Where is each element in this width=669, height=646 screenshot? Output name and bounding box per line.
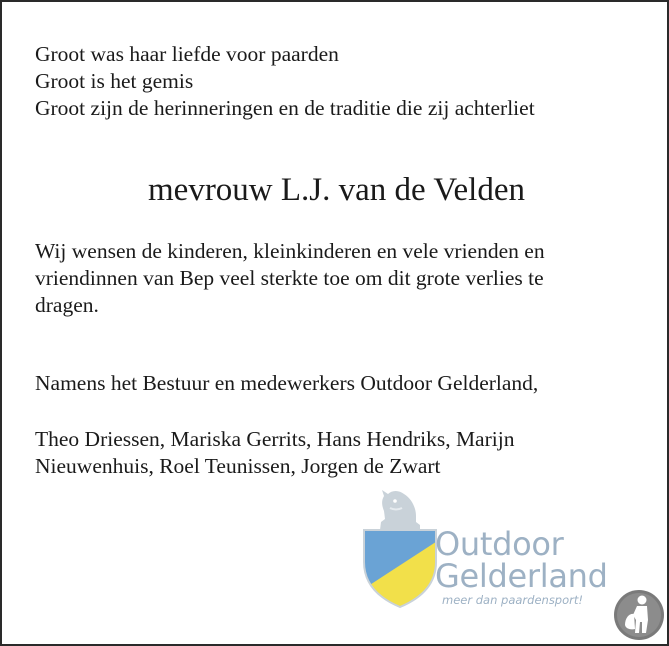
condolence-line-2: vriendinnen van Bep veel sterkte toe om dit grote verlies te [35,266,544,290]
condolence-line-1: Wij wensen de kinderen, kleinkinderen en vele vrienden en [35,239,545,263]
poem-line-3: Groot zijn de herinneringen en de traditie die zij achterliet [35,96,535,120]
chess-knight-icon [380,490,420,530]
logo-tagline: meer dan paardensport! [442,593,583,607]
logo-gelderland: Gelderland [435,557,608,595]
on-behalf-text: Namens het Bestuur en medewerkers Outdoor Gelderland, [35,371,539,395]
signatories-line-1: Theo Driessen, Mariska Gerrits, Hans Hendriks, Marijn [35,427,515,451]
logo-outdoor: Outdoor [435,525,564,563]
shield-icon [362,486,442,611]
memorial-seal-icon [613,589,665,641]
signatories-line-2: Nieuwenhuis, Roel Teunissen, Jorgen de Zwart [35,454,441,478]
signatories [35,426,514,480]
condolence-line-3: dragen. [35,293,99,317]
poem [35,41,535,122]
poem-line-1: Groot was haar liefde voor paarden [35,42,339,66]
condolence-text [35,238,545,319]
deceased-name: mevrouw L.J. van de Velden [148,172,525,208]
poem-line-2: Groot is het gemis [35,69,194,93]
outdoor-gelderland-logo [362,486,622,611]
